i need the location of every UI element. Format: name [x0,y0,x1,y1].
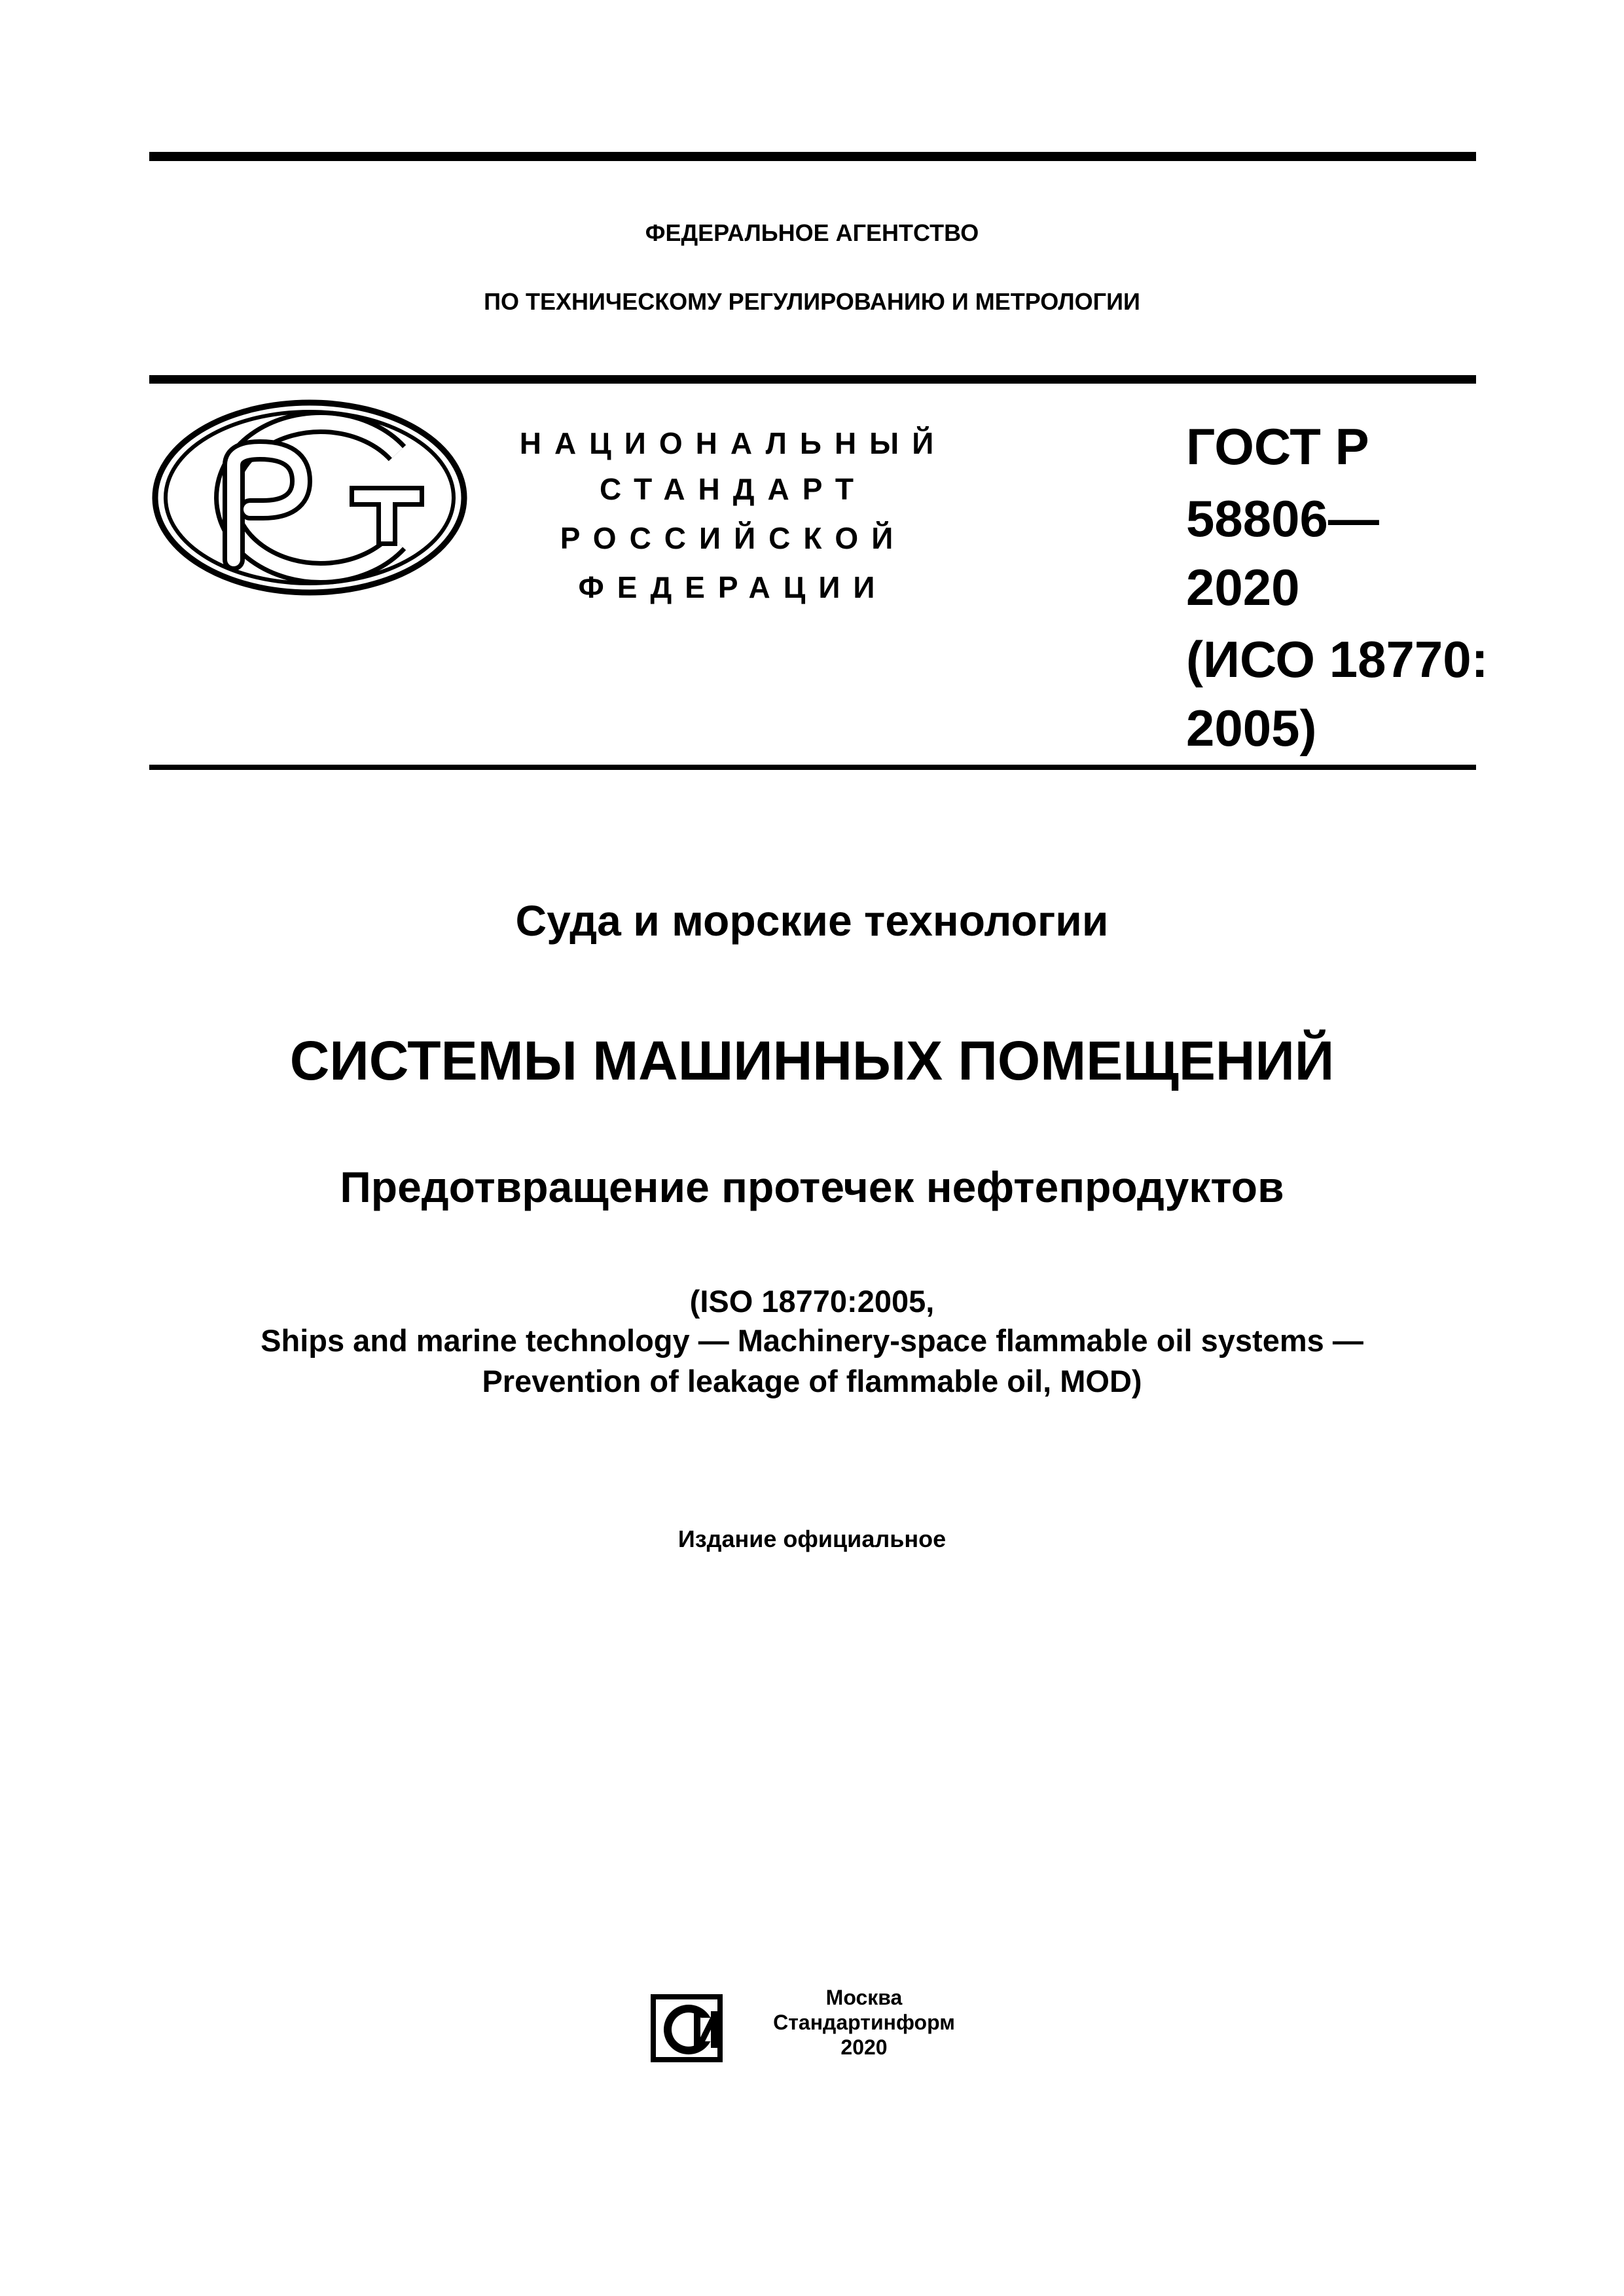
agency-line-1: ФЕДЕРАЛЬНОЕ АГЕНТСТВО [645,219,979,246]
agency-line-2: ПО ТЕХНИЧЕСКОМУ РЕГУЛИРОВАНИЮ И МЕТРОЛОГИИ [484,288,1140,315]
publisher-name: Стандартинформ [773,2011,955,2034]
publisher-block [733,1985,995,2060]
publisher-city: Москва [825,1986,903,2009]
category-title: Суда и морские технологии [515,896,1109,945]
iso-reference-line-1: (ISO 18770:2005, [689,1284,935,1319]
iso-reference-line-3: Prevention of leakage of flammable oil, MOD) [482,1364,1142,1398]
designation-line-1: ГОСТ Р [1186,418,1369,475]
publisher-year: 2020 [840,2035,888,2059]
edition-label: Издание официальное [677,1525,947,1552]
national-standard-line-3: РОССИЙСКОЙ [560,521,907,555]
national-standard-line-1: НАЦИОНАЛЬНЫЙ [519,426,947,460]
standartinform-logo [648,1992,740,2065]
iso-reference-line-2: Ships and marine technology — Machinery-space flammable oil systems — [261,1323,1363,1358]
main-title: СИСТЕМЫ МАШИННЫХ ПОМЕЩЕНИЙ [289,1030,1335,1091]
designation-line-5: 2005) [1186,699,1317,757]
national-standard-line-4: ФЕДЕРАЦИИ [578,570,888,604]
national-standard-line-2: СТАНДАРТ [600,472,867,506]
top-rule [149,152,1476,161]
header-bottom-rule [149,765,1476,770]
agency-rule [149,375,1476,384]
designation-line-3: 2020 [1186,558,1300,616]
designation-line-2: 58806— [1186,490,1379,547]
subtitle: Предотвращение протечек нефтепродуктов [340,1163,1284,1211]
rst-logo [152,399,467,596]
designation-line-4: (ИСО 18770: [1186,630,1489,688]
